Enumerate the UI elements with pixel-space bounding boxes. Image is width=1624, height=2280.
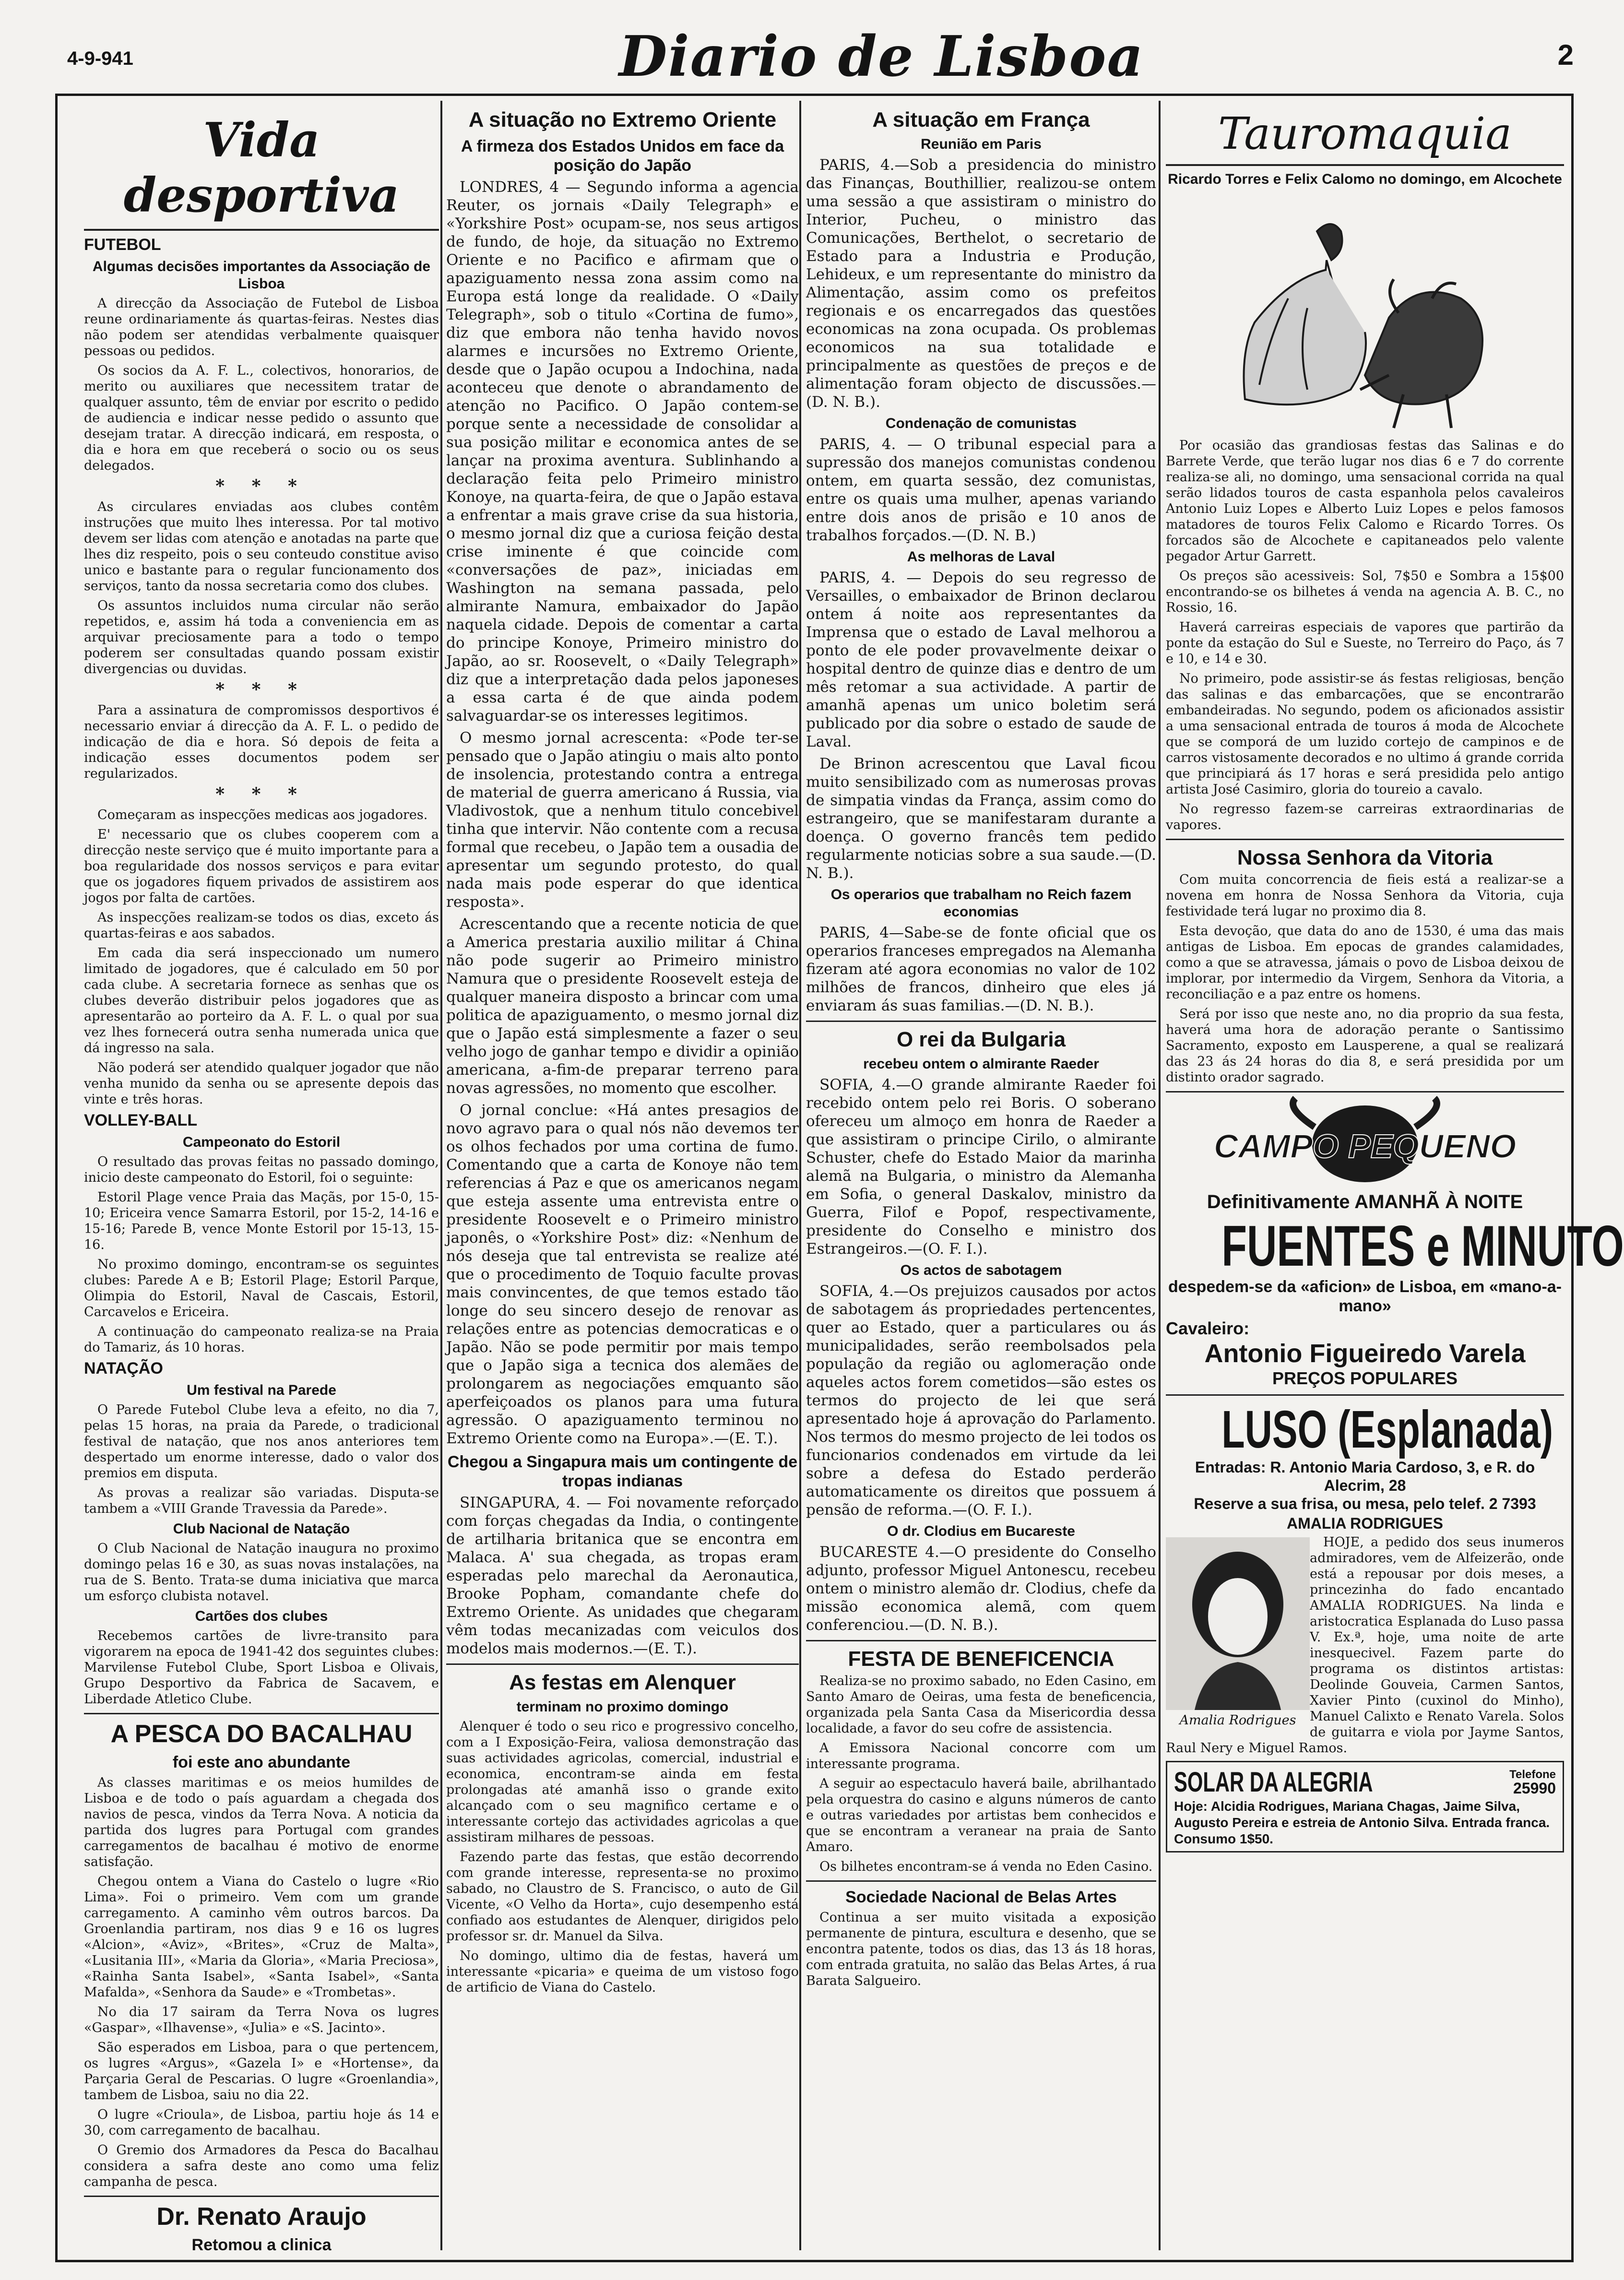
column-rule [440,101,442,2250]
divider [1166,839,1564,840]
paragraph: O Gremio dos Armadores da Pesca do Bacalhau considera a safra deste ano como uma feliz campanha de pesca. [84,2143,439,2189]
paragraph: No dia 17 sairam da Terra Nova os lugres «Gaspar», «Ilhavense», «Julia» e «S. Jacinto». [84,2005,439,2035]
solar-tel-number: 25990 [1513,1779,1556,1797]
campo-pequeno-wordmark: CAMPO PEQUENO [1213,1128,1517,1165]
campo-pequeno-logo [1166,1098,1564,1189]
paragraph: Acrescentando que a recente noticia de que a America prestaria auxilio militar á China não pode sugerir ao Primeiro ministro Namura que o presidente Roosevelt esteja de qualquer maneira disposto a brincar com uma politica de apaziguamento, o mesmo jornal diz que o Japão está simplesmente a fazer o seu velho jogo de ganhar tempo e dividir a opinião americana, a-fim-de preparar terreno para novas agressões, no momento que escolher. [446,915,799,1097]
divider [806,1880,1156,1882]
divider [446,1663,799,1665]
campo-precos: PREÇOS POPULARES [1272,1368,1458,1388]
headline-singapura: Chegou a Singapura mais um contingente de tropas indianas [447,1453,798,1490]
subhead-alenquer: terminam no proximo domingo [516,1699,729,1715]
paragraph: O Parede Futebol Clube leva a efeito, no dia 7, pelas 15 horas, na praia da Parede, o tradicional festival de natação, que nos anos anteriores tem despertado um enorme interesse, dado o valor dos premios em disputa. [84,1402,439,1481]
divider [1166,1394,1564,1396]
separator-stars: * * * [215,476,308,496]
subhead-estados-unidos: A firmeza dos Estados Unidos em face da posição do Japão [461,137,784,175]
paragraph: Realiza-se no proximo sabado, no Eden Casino, em Santo Amaro de Oeiras, uma festa de beneficencia, organizada pela Santa Casa da Misericordia dessa localidade, a favor do seu cofre de assistencia. [806,1674,1156,1736]
article-volley [84,1154,439,1355]
paragraph: A Emissora Nacional concorre com um interessante programa. [806,1741,1156,1771]
solar-text: Hoje: Alcidia Rodrigues, Mariana Chagas, Jaime Silva, Augusto Pereira e estreia de Antonio Silva. Entrada franca. Consumo 1$50. [1174,1799,1550,1846]
divider [84,1713,439,1714]
separator-stars: * * * [215,679,308,700]
column-rule [799,101,801,2250]
paragraph: Em cada dia será inspeccionado um numero limitado de jogadores, que é calculado em 50 por cada clube. A secretaria fornece as senhas que os clubes deverão distribuir pelos jogadores que as apresentarão ao porteiro da A. F. L. o qual por sua vez lhes fornecerá outra senha numerada unica que dá ingresso na sala. [84,946,439,1056]
paragraph: LONDRES, 4 — Segundo informa a agencia Reuter, os jornais «Daily Telegraph» e «Yorkshire Post» ocupam-se, nos seus artigos de fundo, de hoje, da situação no Extremo Oriente e no Pacifico e afirmam que o apaziguamento nessa zona assim como na Europa está longe da realidade. O «Daily Telegraph», sob o titulo «Cortina de fumo», diz que embora não tenha havido novos alarmes e incursões no Extremo Oriente, desde que o Japão ocupou a Indochina, nada aconteceu que denote o abrandamento de atenção no Pacifico. O Japão contem-se porque sente a necessidade de consolidar a sua posição militar e economica antes de se lançar na proxima aventura. Sublinhando a declaração feita pelo Primeiro ministro Konoye, na quarta-feira, de que o Japão estava a enfrentar a mais grave crise da sua historia, o mesmo jornal diz que a curiosa feição desta crise iminente é que coincide com «conversações de paz», iniciadas em Washington na semana passada, pelo almirante Namura, embaixador do Japão naquela cidade. Depois de comentar a carta do principe Konoye, Primeiro ministro do Japão, ao sr. Roosevelt, o «Daily Telegraph» diz que a interpretação dada pelos japoneses a essa carta é de que ainda podem salvaguardar-se os interesses legitimos. [446,178,799,724]
paragraph: Alenquer é todo o seu rico e progressivo concelho, com a I Exposição-Feira, valiosa demonstração das suas actividades agricolas, comercial, industrial e economica, encontram-se ainda em festa prolongadas até amanhã isso o grande exito alcançado com o seu magnifico certame e o interessante cortejo das actividades agricolas a que assistiram milhares de pessoas. [446,1719,799,1845]
campo-cavaleiro-name: Antonio Figueiredo Varela [1204,1339,1526,1368]
headline-condenacao: Condenação de comunistas [885,416,1077,431]
headline-renato-araujo: Dr. Renato Araujo [156,2203,367,2231]
paragraph: Será por isso que neste ano, no dia proprio da sua festa, haverá uma hora de adoração perante o Santissimo Sacramento, exposto em Lausperene, a qual se realizará das 23 ás 24 horas do dia 8, e será presidida por um distinto orador sagrado. [1166,1007,1564,1085]
paragraph: No primeiro, pode assistir-se ás festas religiosas, benção das salinas e das embarcações, que se encontrarão embandeiradas. No segundo, podem os aficionados assistir a uma sensacional entrada de touros á moda de Alcochete que se comporá de um luzido cortejo de campinos e de carros vistosamente decorados e no ultimo á grande corrida que principiará ás 17 horas e será presidida pelo antigo artista José Casimiro, gloria do toureio a cavalo. [1166,671,1564,797]
masthead [67,19,1574,91]
article-festa [806,1673,1156,1875]
paragraph: Os bilhetes encontram-se á venda no Eden Casino. [819,1859,1153,1874]
subhead-araujo: Retomou a clinica [191,2236,332,2254]
paragraph: Os assuntos incluidos numa circular não serão repetidos, e, assim há toda a conveniencia em as arquivar preciosamente para a todo o tempo poderem ser consultadas quando possam existir divergencias ou duvidas. [84,598,439,677]
campo-cavaleiro-label: Cavaleiro: [1166,1318,1250,1338]
campo-pequeno-ad [1166,1098,1624,1389]
article-natacao [84,1402,439,1707]
paragraph: PARIS, 4—Sabe-se de fonte oficial que os operarios franceses empregados na Alemanha fizeram até agora economias no valor de 102 milhões de francos, dinheiro que eles já enviaram ás suas familias.—(D. N. B.). [806,924,1156,1014]
paragraph: Não poderá ser atendido qualquer jogador que não venha munido da senha ou se apresente depois das vinte e três horas. [84,1060,439,1107]
solar-alegria-ad [1166,1761,1564,1852]
campo-fuentes-minuto: FUENTES e MINUTO [1221,1214,1624,1278]
headline-pesca-bacalhau: A PESCA DO BACALHAU [110,1720,413,1748]
solar-title: SOLAR DA ALEGRIA [1174,1767,1373,1798]
paragraph: HOJE, a pedido dos seus inumeros admiradores, vem de Alfeizerão, onde está a repousar por dois meses, a princezinha do fado encantado AMALIA RODRIGUES. Na linda e aristocratica Esplanada do Luso passa V. Ex.ª, hoje, uma noite de arte inesquecivel. Fazem parte do programa os distintos artistas: Deolinde Gouveia, Carmen Santos, Xavier Pinto (cuxinol do Minho), Manuel Calixto e Renato Varela. Solos de guitarra e viola por Jayme Santos, Raul Nery e Miguel Ramos. [1166,1535,1564,1756]
paragraph: Continua a ser muito visitada a exposição permanente de pintura, escultura e desenho, que se encontra patente, todos os dias, das 13 ás 18 horas, com entrada gratuita, no salão das Belas Artes, á rua Barata Salgueiro. [806,1910,1156,1988]
solar-telephone [1509,1768,1556,1797]
headline-festival-parede: Um festival na Parede [187,1382,336,1398]
paragraph: Os preços são acessiveis: Sol, 7$50 e Sombra a 15$00 encontrando-se os bilhetes á venda na agencia A. B. C., no Rossio, 16. [1166,569,1564,615]
paragraph: O lugre «Crioula», de Lisboa, partiu hoje ás 14 e 30, com carregamento de bacalhau. [84,2107,439,2138]
section-title-vida-desportiva: Vida desportiva [84,113,439,231]
paragraph: O jornal conclue: «Há antes presagios de novo agravo para o qual nós não devemos ter os olhos fechados por uma cortina de fumo. Comentando que a carta de Konoye não tem referencias á Paz e que os americanos negam que esteja assente uma entrevista entre o presidente Roosevelt e o Primeiro ministro japonês, o «Yorkshire Post» diz: «Nenhum de nós deseja que tal entrevista se realize até que o procedimento de Toquio faculte provas mais convincentes, de que temos estado tão longe do seu sincero desejo de renovar as relações entre as potencias democraticas e o Japão. Não se pode permitir por mais tempo que o Japão siga a tecnica dos alemães de prolongarem as negociações emquanto são aperfeiçoados os planos para uma futura agressão. O apaziguamento terminou no Extremo Oriente como na Europa».—(E. T.). [446,1102,799,1447]
headline-volley: Campeonato do Estoril [182,1134,341,1150]
paragraph: SOFIA, 4.—Os prejuizos causados por actos de sabotagem ás propriedades pertencentes, quer ao Estado, quer a particulares ou ás municipalidades, serão reembolsados pela população da região ou aglomeração onde aqueles actos forem cometidos—são estes os termos do projecto de lei que será apresentado hoje á aprovação do Parlamento. Nos termos do mesmo projecto de lei todos os funcionarios condenados em virtude da lei sobre a defesa do Estado perderão automaticamente os direitos que possuem á pensão de reforma.—(O. F. I.). [806,1282,1156,1519]
newspaper-title: Diario de Lisboa [619,24,1144,89]
paragraph: As circulares enviadas aos clubes contêm instruções que muito lhes interessa. Por tal motivo devem ser lidas com atenção e anotadas na parte que lhes diz respeito, pois o seu conteudo constitue aviso unico e bastante para o regular funcionamento dos serviços, tanto da nossa secretaria como dos clubes. [84,499,439,594]
headline-futebol: Algumas decisões importantes da Associação de Lisboa [92,259,431,292]
paragraph: BUCARESTE 4.—O presidente do Conselho adjunto, professor Miguel Antonescu, recebeu ontem o ministro alemão dr. Clodius, chefe da missão economica alemã, com quem conferenciou.—(D. N. B.). [806,1544,1156,1634]
paragraph: O mesmo jornal acrescenta: «Pode ter-se pensado que o Japão atingiu o mais alto ponto de insolencia, protestando contra a entrega de material de guerra americano á Russia, via Vladivostok, que a nenhum titulo concebivel tinha que intervir. Não contente com a recusa formal que recebeu, o Japão tem a ousadia de apresentar um segundo protesto, do qual nada mais pode esperar do que identica resposta». [446,729,799,911]
article-singapura [446,1494,799,1658]
paragraph: A direcção da Associação de Futebol de Lisboa reune ordinariamente ás quartas-feiras. Nestes dias não podem ser atendidas verbalmente quaisquer pessoas ou pedidos. [84,296,439,358]
luso-artist: AMALIA RODRIGUES [1287,1515,1443,1532]
headline-cartoes: Cartões dos clubes [195,1608,328,1624]
paragraph: SOFIA, 4.—O grande almirante Raeder foi recebido ontem pelo rei Boris. O soberano ofereceu um almoço em honra de Raeder a que assistiram o principe Cirilo, o almirante Schuster, chefe do Estado Maior da marinha alemã na Bulgaria, o ministro da Alemanha em Sofia, o general Daskalov, ministro da Guerra, Filof e Popof, respectivamente, presidente do Conselho e ministro dos Estrangeiros.—(O. F. I.). [806,1076,1156,1258]
paragraph: Recebemos cartões de livre-transito para vigorarem na epoca de 1941-42 dos seguintes clubes: Marvilense Futebol Clube, Sport Lisboa e Olivais, Grupo Desportivo da Fabrica de Sacavem, e Liberdade Atletico Clube. [84,1628,439,1707]
solar-header [1174,1766,1556,1798]
issue-date: 4-9-941 [67,48,133,69]
headline-operarios: Os operarios que trabalham no Reich fazem economias [830,887,1132,920]
page-number: 2 [1557,39,1574,71]
paragraph: PARIS, 4. — O tribunal especial para a supressão dos manejos comunistas condenou ontem, em quarta sessão, dez comunistas, entre os quais uma mulher, apenas variando entre dois anos de prisão e 10 anos de trabalhos forçados.—(D. N. B.) [806,436,1156,544]
kicker-volley-ball: VOLLEY-BALL [84,1111,198,1129]
luso-entradas: Entradas: R. Antonio Maria Cardoso, 3, e R. do Alecrim, 28 [1195,1459,1535,1494]
headline-torres-calomo: Ricardo Torres e Felix Calomo no domingo, em Alcochete [1168,171,1562,187]
subhead-reuniao-paris: Reunião em Paris [921,136,1042,152]
kicker-natacao: NATAÇÃO [84,1359,163,1378]
headline-situacao-franca: A situação em França [872,108,1090,131]
bullfighter-illustration [1231,193,1499,433]
column-franca [806,103,1156,2245]
paragraph: Para a assinatura de compromissos desportivos é necessario enviar á direcção da A. F. L. o pedido de indicação de dia e hora. Só depois de feita a indicação esses documentos podem ser regularizados. [84,703,439,781]
column-sports [84,103,439,2254]
headline-club-nacional: Club Nacional de Natação [173,1521,350,1537]
paragraph: A continuação do campeonato realiza-se na Praia do Tamariz, ás 10 horas. [84,1324,439,1355]
paragraph: O resultado das provas feitas no passado domingo, inicio deste campeonato do Estoril, foi o seguinte: [84,1154,439,1185]
campo-line-amanha: Definitivamente AMANHÃ À NOITE [1207,1191,1523,1212]
subhead-raeder: recebeu ontem o almirante Raeder [863,1056,1099,1072]
divider [806,1021,1156,1022]
amalia-portrait [1166,1537,1310,1710]
paragraph: No regresso fazem-se carreiras extraordinarias de vapores. [1166,802,1564,832]
paragraph: Com muita concorrencia de fieis está a realizar-se a novena em honra de Nossa Senhora da Vitoria, cuja festividade terá lugar no proximo dia 8. [1166,872,1564,919]
headline-laval: As melhoras de Laval [907,549,1055,565]
paragraph: São esperados em Lisboa, para o que pertencem, os lugres «Argus», «Gazela I» e «Hortense», da Parçaria Geral de Pescarias. O lugre «Groenlandia», tambem de Lisboa, saiu no dia 22. [84,2040,439,2102]
headline-clodius: O dr. Clodius em Bucareste [887,1523,1075,1539]
campo-despedem: despedem-se da «aficion» de Lisboa, em «mano-a-mano» [1168,1278,1562,1315]
headline-extremo-oriente: A situação no Extremo Oriente [468,108,777,131]
headline-festa-beneficencia: FESTA DE BENEFICENCIA [848,1647,1114,1671]
article-alenquer [446,1719,799,1995]
headline-sabotagem: Os actos de sabotagem [900,1262,1062,1278]
article-senhora-vitoria [1166,872,1564,1085]
divider [806,1640,1156,1641]
paragraph: A seguir ao espectaculo haverá baile, abrilhantado pela orquestra do casino e alguns números de canto e outras variedades por artistas bem conhecidos e que se encontram a veranear na praia de Santo Amaro. [806,1776,1156,1854]
paragraph: PARIS, 4. — Depois do seu regresso de Versailles, o embaixador de Brinon declarou ontem á noite aos representantes da Imprensa que o estado de Laval melhorou a ponto de ele poder provavelmente deixar o hospital dentro de quinze dias e dentro de um mês retomar a sua actividade. A partir de amanhã apenas um unico boletim será publicado por dia sobre o estado de saude de Laval. [806,569,1156,750]
article-belas-artes [806,1910,1156,1989]
separator-stars: * * * [215,784,308,804]
luso-body [1166,1534,1564,1756]
luso-ad [1166,1401,1564,1756]
solar-tel-label: Telefone [1509,1768,1556,1781]
paragraph: As classes maritimas e os meios humildes de Lisboa e de todo o país aguardam a chegada dos navios de pesca, vindos da Terra Nova. A noticia da partida dos lugres para Portugal com grandes carregamentos de bacalhau é motivo de enorme satisfação. [84,1775,439,1869]
article-tauromaquia [1166,438,1564,833]
paragraph: De Brinon acrescentou que Laval ficou muito sensibilizado com as numerosas provas de simpatia vindas da França, assim como do estrangeiro, que se manifestaram durante a doença. O governo francês tem pedido regularmente noticias sobre a sua saude.—(D. N. B.). [806,755,1156,882]
paragraph: As inspecções realizam-se todos os dias, exceto ás quartas-feiras e aos sabados. [84,910,439,941]
amalia-caption: Amalia Rodrigues [1179,1713,1296,1728]
paragraph: As provas a realizar são variadas. Disputa-se tambem a «VIII Grande Travessia da Parede». [84,1485,439,1516]
section-title-tauromaquia: Tauromaquia [1166,108,1564,166]
column-tauromaquia [1166,103,1624,2245]
divider [84,2196,439,2197]
paragraph: Por ocasião das grandiosas festas das Salinas e do Barrete Verde, que terão lugar nos dias 6 e 7 do corrente realiza-se ali, no domingo, uma sensacional corrida na qual serão lidados touros de casta espanhola pelos cavaleiros Antonio Luiz Lopes e Alberto Luiz Lopes e pelos famosos matadores de touros Felix Calomo e Ricardo Torres. Os forcados são de Alcochete e capitaneados pelo valente pegador Artur Garrett. [1166,438,1564,564]
paragraph: Esta devoção, que data do ano de 1530, é uma das mais antigas de Lisboa. Em epocas de grandes calamidades, como a que se atravessa, jámais o povo de Lisboa deixou de implorar, por intermedio da Virgem, Senhora da Vitoria, a reconciliação e a paz entre os homens. [1166,924,1564,1002]
luso-title: LUSO (Esplanada) [1221,1400,1553,1459]
article-bulgaria [806,1076,1156,1634]
paragraph: No domingo, ultimo dia de festas, haverá um interessante «picaria» e queima de um vistoso fogo de artificio de Viana do Castelo. [446,1948,799,1995]
article-extremo-oriente [446,178,799,1448]
article-bacalhau [84,1775,439,2190]
column-rule [1159,101,1161,2250]
paragraph: No proximo domingo, encontram-se os seguintes clubes: Parede A e B; Estoril Plage; Estoril Parque, Olimpia do Estoril, Naval de Cascais, Estoril, Carcavelos e Ericeira. [84,1257,439,1319]
headline-rei-bulgaria: O rei da Bulgaria [896,1028,1066,1051]
paragraph: O Club Nacional de Natação inaugura no proximo domingo pelas 16 e 30, as suas novas instalações, na rua de S. Bento. Trata-se duma iniciativa que marca um esforço clubista notavel. [84,1541,439,1603]
article-futebol [84,296,439,1107]
column-extremo-oriente [446,103,799,2245]
kicker-futebol: FUTEBOL [84,236,161,254]
headline-senhora-vitoria: Nossa Senhora da Vitoria [1237,846,1493,869]
amalia-portrait-block [1166,1534,1310,1731]
paragraph: Os socios da A. F. L., colectivos, honorarios, de merito ou auxiliares que necessitem tratar de qualquer assunto, têm de enviar por escrito o pedido de audiencia e indicar nesse pedido o assunto que desejam tratar. A direcção indicará, em resposta, o dia e hora em que receberá o socio ou os seus delegados. [84,363,439,473]
paragraph: Começaram as inspecções medicas aos jogadores. [97,808,428,822]
headline-belas-artes: Sociedade Nacional de Belas Artes [845,1888,1117,1906]
paragraph: Haverá carreiras especiais de vapores que partirão da ponte da estação do Sul e Sueste, no Terreiro do Paço, ás 7 e 10, e 14 e 30. [1166,620,1564,666]
luso-reserve: Reserve a sua frisa, ou mesa, pelo telef. 2 7393 [1194,1495,1536,1512]
paragraph: Estoril Plage vence Praia das Maçãs, por 15-0, 15-10; Ericeira vence Samarra Estoril, por 15-2, 14-16 e 15-16; Parede B, vence Monte Estoril por 15-13, 15-16. [84,1190,439,1252]
paragraph: Chegou ontem a Viana do Castelo o lugre «Rio Lima». Foi o primeiro. Vem com um grande carregamento. A caminho vêm outros barcos. Da Groenlandia partiram, nos dias 9 e 16 os lugres «Alcion», «Aviz», «Brites», «Cruz de Malta», «Lusitania III», «Maria da Gloria», «Maria Preciosa», «Rainha Santa Isabel», «Santa Isabel», «Santa Mafalda», «Senhora da Saude» e «Trombetas». [84,1874,439,2000]
headline-alenquer: As festas em Alenquer [509,1671,736,1694]
divider [1166,1091,1564,1092]
paragraph: Fazendo parte das festas, que estão decorrendo com grande interesse, representa-se no proximo sabado, no Claustro de S. Francisco, o auto de Gil Vicente, «O Velho da Horta», cujo desempenho está confiado aos estudantes de Alenquer, dirigidos pelo professor sr. dr. Manuel da Silva. [446,1850,799,1944]
paragraph: E' necessario que os clubes cooperem com a direcção neste serviço que é muito importante para a boa regularidade dos nossos serviços e para evitar que os jogadores fiquem privados de assistirem aos jogos por falta de cartões. [84,827,439,905]
subhead-bacalhau: foi este ano abundante [172,1753,351,1771]
article-franca [806,156,1156,1015]
paragraph: PARIS, 4.—Sob a presidencia do ministro das Finanças, Bouthillier, realizou-se ontem uma sessão a que assistiram o ministro do Interior, Pucheu, o ministro das Comunicações, Berthelot, o secretario de Estado para a Industria e Produção, Lehideux, e um representante do ministro da Alimentação, assim como os prefeitos regionais e os encarregados das questões economicas na zona ocupada. Os problemas economicos na sua totalidade e principalmente as questões de preços e de alimentação foram objecto de discussões.—(D. N. B.). [806,156,1156,411]
paragraph: SINGAPURA, 4. — Foi novamente reforçado com forças chegadas da India, o contingente de artilharia britanica que se encontra em Malaca. A' sua chegada, as tropas eram esperadas pelo marechal da Aeronautica, Brooke Popham, comandante chefe do Extremo Oriente. As unidades que chegaram vêm todas mecanizadas com veiculos dos modelos mais modernos.—(E. T.). [446,1494,799,1657]
